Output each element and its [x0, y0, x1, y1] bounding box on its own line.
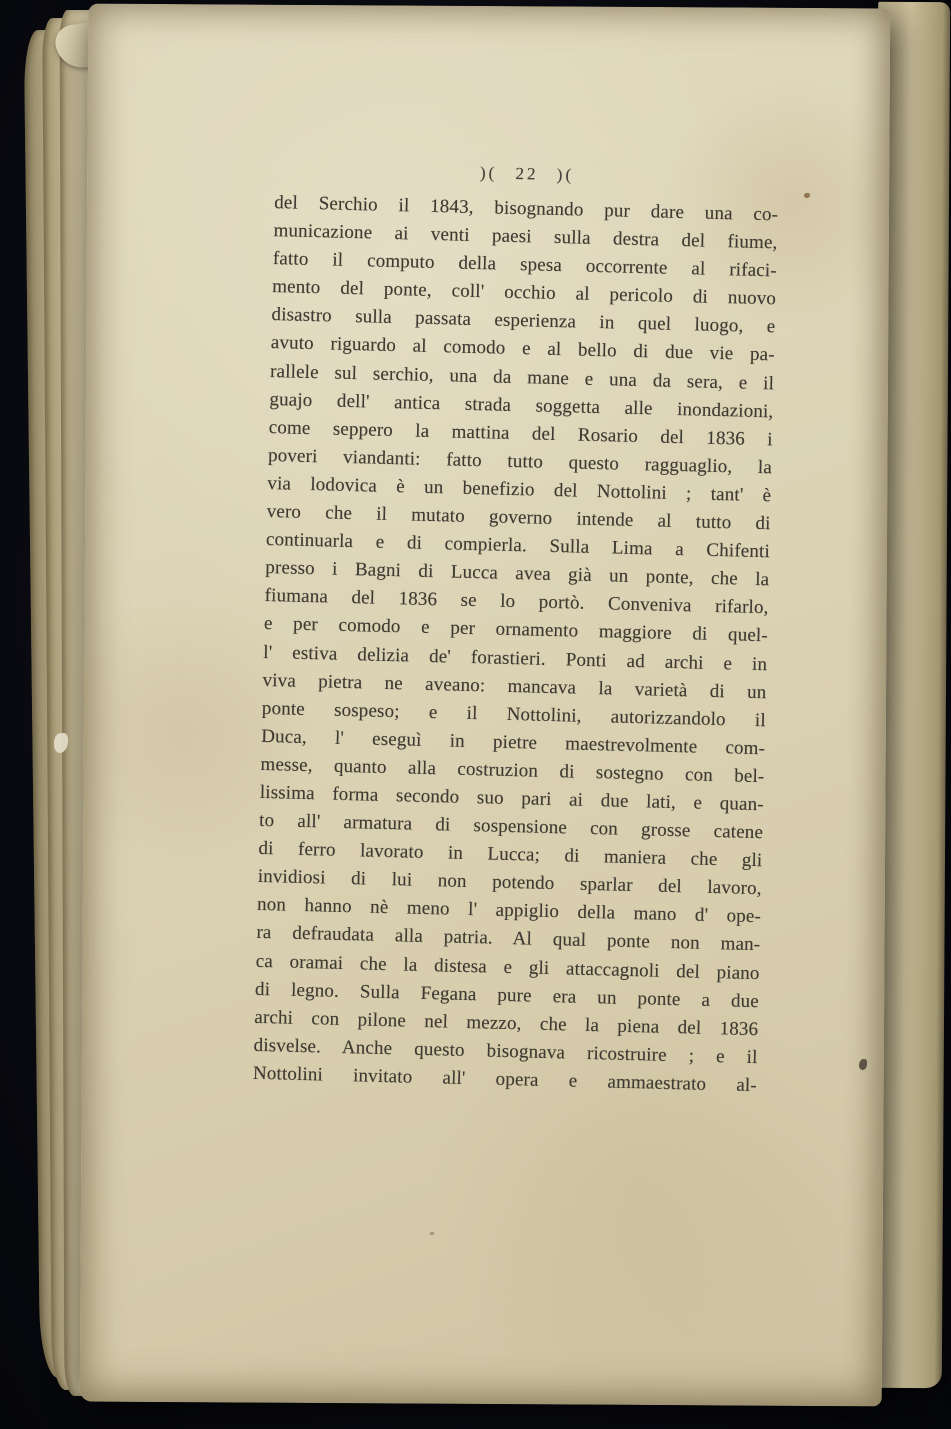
text-line: Duca, l' eseguì in pietre maestrevolmente com- — [260, 725, 766, 760]
text-line: come seppero la mattina del Rosario del 1836 i — [268, 416, 773, 451]
text-line: ca oramai che la distesa e gli attaccagnoli del piano — [255, 950, 760, 984]
text-line: ra defraudata alla patria. Al qual ponte non man- — [256, 922, 761, 956]
text-line: continuarla e di compierla. Sulla Lima a Chifenti — [265, 529, 771, 563]
text-line: viva pietra ne aveano: mancava la varietà di un — [262, 669, 767, 703]
text-line: e per comodo e per ornamento maggiore di quel- — [263, 613, 769, 647]
text-line: mento del ponte, coll' occhio al pericolo di nuovo — [271, 276, 777, 310]
page-number-ornament: )( 22 )( — [479, 163, 575, 185]
text-line: avuto riguardo al comodo e al bello di due vie pa- — [270, 332, 775, 366]
text-line: vero che il mutato governo intende al tutto di — [266, 501, 771, 535]
text-line: ponte sospeso; e il Nottolini, autorizzandolo il — [261, 697, 767, 731]
text-line: municazione ai venti paesi sulla destra del fiume, — [273, 220, 778, 254]
text-line: disastro sulla passata esperienza in quel luogo, e — [271, 304, 776, 338]
text-line: messe, quanto alla costruzion di sostegno con bel- — [260, 753, 765, 788]
book-page — [80, 4, 891, 1407]
text-line: l' estiva delizia de' forastieri. Ponti ad archi e in — [263, 641, 768, 675]
text-line: guajo dell' antica strada soggetta alle inondazioni, — [269, 388, 774, 422]
text-line: di legno. Sulla Fegana pure era un ponte a due — [254, 978, 760, 1012]
text-line: disvelse. Anche questo bisognava ricostruire ; e il — [253, 1034, 758, 1068]
text-line: to all' armatura di sospensione con grosse catene — [258, 809, 764, 844]
text-line: via lodovica è un benefizio del Nottolini ; tant' è — [267, 472, 772, 507]
page-text-block — [253, 158, 780, 1100]
text-line: fiumana del 1836 se lo portò. Conveniva rifarlo, — [264, 585, 769, 619]
text-line: presso i Bagni di Lucca avea già un ponte, che la — [265, 557, 770, 591]
text-line: fatto il computo della spesa occorrente al rifaci- — [272, 248, 778, 282]
text-line: invidiosi di lui non potendo sparlar del lavoro, — [257, 866, 762, 900]
text-line: non hanno nè meno l' appiglio della mano d' ope- — [256, 894, 762, 928]
text-line: del Serchio il 1843, bisognando pur dare una co- — [274, 192, 779, 226]
text-line: archi con pilone nel mezzo, che la piena del 1836 — [254, 1006, 759, 1040]
text-line: Nottolini invitato all' opera e ammaestrato al- — [252, 1062, 758, 1097]
text-line: rallele sul serchio, una da mane e una da sera, e il — [269, 360, 775, 394]
page-text — [253, 189, 779, 1100]
text-line: di ferro lavorato in Lucca; di maniera che gli — [258, 838, 763, 872]
text-line: poveri viandanti: fatto tutto questo ragguaglio, la — [267, 444, 773, 479]
text-line: lissima forma secondo suo pari ai due lati, e quan- — [259, 781, 764, 816]
